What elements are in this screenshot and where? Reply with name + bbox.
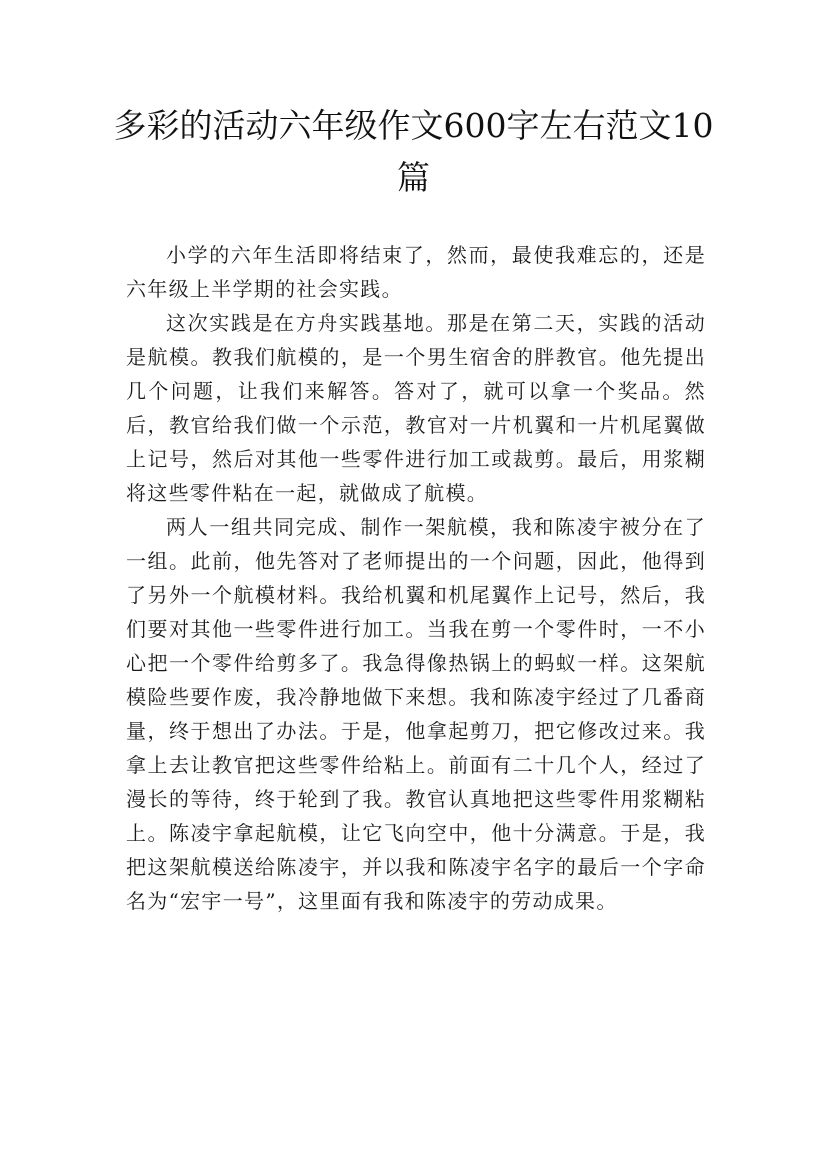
paragraph: 小学的六年生活即将结束了，然而，最使我难忘的，还是六年级上半学期的社会实践。 [126,243,706,301]
paragraph: 这次实践是在方舟实践基地。那是在第二天，实践的活动是航模。教我们航模的，是一个男生宿舍的胖教官。他先提出几个问题，让我们来解答。答对了，就可以拿一个奖品。然后，教官给我们做一个示范，教官对一片机翼和一片机尾翼做上记号，然后对其他一些零件进行加工或裁剪。最后，用浆糊将这些零件粘在一起，就做成了航模。 [126,311,706,505]
document-body [126,238,706,918]
document-title: 多彩的活动六年级作文600字左右范文10篇 [113,106,714,197]
paragraph: 两人一组共同完成、制作一架航模，我和陈凌宇被分在了一组。此前，他先答对了老师提出的一个问题，因此，他得到了另外一个航模材料。我给机翼和机尾翼作上记号，然后，我们要对其他一些零件进行加工。当我在剪一个零件时，一不小心把一个零件给剪多了。我急得像热锅上的蚂蚁一样。这架航模险些要作废，我冷静地做下来想。我和陈凌宇经过了几番商量，终于想出了办法。于是，他拿起剪刀，把它修改过来。我拿上去让教官把这些零件给粘上。前面有二十几个人，经过了漫长的等待，终于轮到了我。教官认真地把这些零件用浆糊粘上。陈凌宇拿起航模，让它飞向空中，他十分满意。于是，我把这架航模送给陈凌宇，并以我和陈凌宇名字的最后一个字命名为“宏宇一号”，这里面有我和陈凌宇的劳动成果。 [126,515,706,913]
